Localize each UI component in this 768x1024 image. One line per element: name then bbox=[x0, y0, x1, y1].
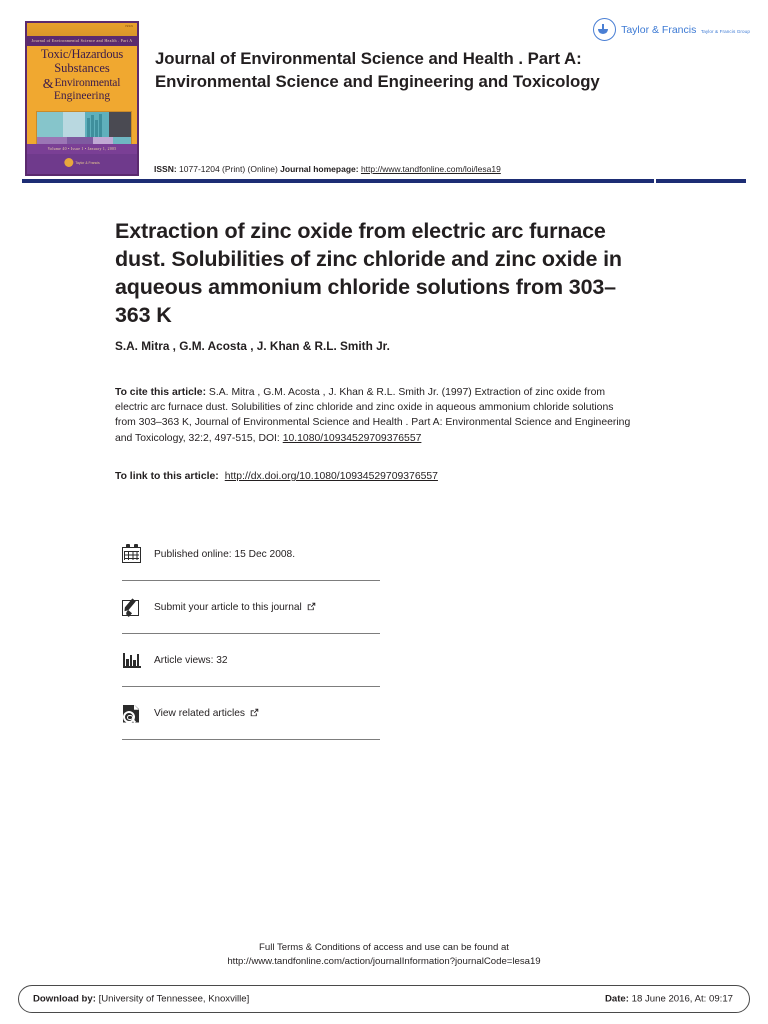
chart-bar-2 bbox=[130, 655, 133, 666]
chart-x-axis bbox=[123, 666, 141, 668]
taylor-francis-wordmark bbox=[621, 21, 750, 38]
action-row-published-online bbox=[122, 528, 380, 581]
calendar-ring-left bbox=[126, 544, 130, 548]
external-link-icon bbox=[307, 602, 316, 611]
bar-chart-icon bbox=[122, 650, 143, 671]
collage-tile-2 bbox=[63, 112, 85, 137]
journal-homepage-link[interactable]: http://www.tandfonline.com/loi/lesa19 bbox=[360, 164, 501, 174]
cover-bottom-band bbox=[27, 154, 137, 174]
cover-publisher-icon bbox=[64, 158, 73, 167]
taylor-francis-circle-icon bbox=[593, 18, 616, 41]
download-date-label: Date: bbox=[604, 993, 629, 1005]
article-views-label: Article views: 32 bbox=[154, 654, 228, 666]
document-search-icon bbox=[122, 703, 143, 724]
issn-label: ISSN: bbox=[154, 164, 177, 174]
download-date-value: 18 June 2016, At: 09:17 bbox=[631, 993, 733, 1005]
action-row-submit-article[interactable] bbox=[122, 581, 380, 634]
terms-line-1: Full Terms & Conditions of access and use can be found at bbox=[259, 942, 509, 953]
article-doi-url-link[interactable]: http://dx.doi.org/10.1080/10934529709376557 bbox=[224, 471, 438, 482]
cover-title-line4: Engineering bbox=[53, 90, 111, 103]
cover-top-strip bbox=[27, 23, 137, 37]
publisher-name: Taylor & Francis bbox=[621, 24, 697, 37]
cover-title bbox=[27, 48, 137, 103]
cover-volume-band: Volume 40 • Issue 1 • January 1, 2005 bbox=[27, 144, 137, 154]
journal-homepage-label: Journal homepage: bbox=[280, 164, 359, 174]
chart-bar-3 bbox=[133, 660, 136, 666]
collage-bar-1 bbox=[87, 118, 90, 137]
calendar-body bbox=[122, 547, 141, 563]
pencil-square-icon bbox=[122, 597, 143, 618]
article-link-label: To link to this article: bbox=[115, 471, 219, 482]
article-authors: S.A. Mitra , G.M. Acosta , J. Khan & R.L. Smith Jr. bbox=[115, 339, 390, 353]
article-title: Extraction of zinc oxide from electric arc furnace dust. Solubilities of zinc chloride and zinc oxide in aqueous ammonium chloride solutions from 303–363 K bbox=[115, 219, 622, 327]
terms-line-2: http://www.tandfonline.com/action/journalInformation?journalCode=lesa19 bbox=[227, 956, 541, 968]
terms-and-conditions bbox=[0, 941, 768, 970]
issn-line bbox=[154, 164, 501, 174]
citation-block bbox=[115, 385, 633, 446]
collage-bar-3 bbox=[95, 120, 98, 137]
related-articles-label bbox=[154, 708, 259, 719]
article-actions-list bbox=[122, 528, 380, 740]
cover-banner-text: Journal of Environmental Science and Health . Part A bbox=[27, 36, 137, 46]
submit-article-label bbox=[154, 602, 316, 613]
article-link-block bbox=[115, 471, 633, 482]
citation-label: To cite this article: bbox=[115, 387, 207, 398]
download-by-label: Download by: bbox=[33, 993, 96, 1005]
submit-article-text: Submit your article to this journal bbox=[154, 601, 302, 613]
magnifier-glyph bbox=[123, 711, 135, 723]
collage-bar-4 bbox=[99, 114, 102, 137]
download-date bbox=[605, 994, 733, 1005]
collage-bar-2 bbox=[91, 115, 94, 137]
collage-tile-4 bbox=[109, 112, 132, 137]
publisher-group: Taylor & Francis Group bbox=[700, 29, 750, 35]
cover-title-line3-text: Environmental bbox=[54, 77, 121, 89]
external-link-icon bbox=[250, 708, 259, 717]
divider-gap bbox=[654, 179, 656, 183]
calendar-ring-right bbox=[134, 544, 138, 548]
related-articles-text: View related articles bbox=[154, 707, 245, 719]
citation-doi-link[interactable]: 10.1080/10934529709376557 bbox=[282, 432, 422, 444]
cover-title-ampersand: & bbox=[42, 77, 54, 92]
taylor-francis-logo[interactable] bbox=[593, 18, 750, 41]
citation-text: S.A. Mitra , G.M. Acosta , J. Khan & R.L. Smith Jr. (1997) Extraction of zinc oxide from electric arc furnace dust. Solubilities of zinc chloride and zinc oxide in aqueous ammonium chloride solutions from 303–363 K, Journal of Environmental Science and Health . Part A: Environmental Science and Engineering and Toxicology, 32:2, 497-515, DOI: bbox=[115, 387, 631, 444]
journal-cover-thumbnail[interactable] bbox=[25, 21, 139, 176]
issn-value: 1077-1204 (Print) (Online) bbox=[179, 164, 278, 174]
cover-title-line2: Substances bbox=[54, 60, 110, 75]
chart-bar-1 bbox=[126, 659, 129, 666]
published-online-label: Published online: 15 Dec 2008. bbox=[154, 548, 296, 560]
download-info-bar bbox=[18, 985, 750, 1013]
chart-bar-4 bbox=[137, 654, 140, 666]
calendar-grid bbox=[124, 551, 139, 560]
page-header bbox=[0, 0, 768, 188]
collage-tile-1 bbox=[37, 112, 63, 137]
header-divider-rule bbox=[22, 179, 746, 183]
cover-title-line3 bbox=[27, 75, 137, 90]
cover-publisher-mark bbox=[64, 158, 99, 167]
bar-chart-graphic bbox=[123, 653, 141, 668]
action-row-related-articles[interactable] bbox=[122, 687, 380, 740]
download-by bbox=[33, 994, 249, 1005]
cover-title-line1: Toxic/Hazardous bbox=[40, 47, 124, 61]
action-row-article-views bbox=[122, 634, 380, 687]
cover-publisher-label: Taylor & Francis bbox=[75, 160, 100, 165]
download-by-value: [University of Tennessee, Knoxville] bbox=[98, 993, 250, 1005]
cover-issn-mini: ISSN bbox=[125, 24, 133, 28]
journal-title: Journal of Environmental Science and Health . Part A: Environmental Science and Engineering and Toxicology bbox=[155, 49, 600, 91]
calendar-icon bbox=[122, 544, 143, 565]
